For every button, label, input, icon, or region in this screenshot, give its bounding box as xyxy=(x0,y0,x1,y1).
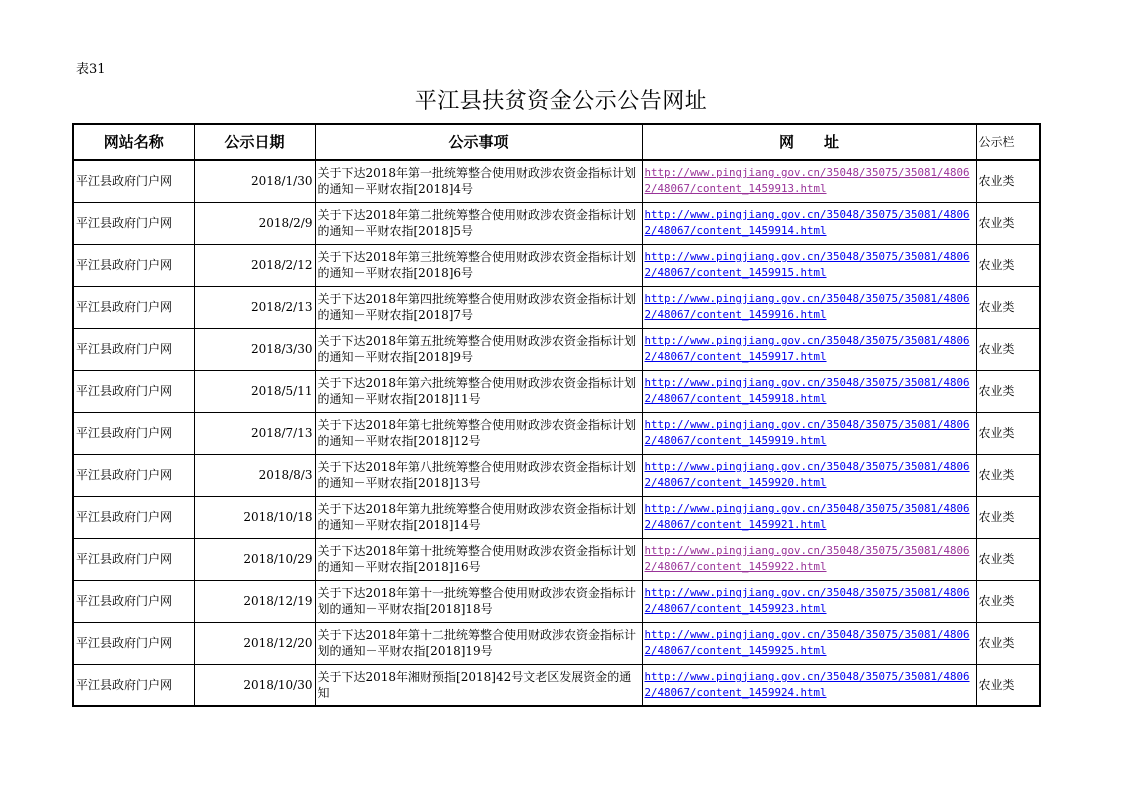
notice-url-cell xyxy=(642,580,976,622)
table-row xyxy=(73,286,1040,328)
site-name-cell: 平江县政府门户网 xyxy=(73,370,194,412)
notice-url-link[interactable]: http://www.pingjiang.gov.cn/35048/35075/35081/48062/48067/content_1459917.html xyxy=(644,334,970,363)
notice-url-link[interactable]: http://www.pingjiang.gov.cn/35048/35075/35081/48062/48067/content_1459922.html xyxy=(644,544,970,573)
table-row xyxy=(73,454,1040,496)
notice-url-cell xyxy=(642,538,976,580)
notice-date-cell: 2018/12/20 xyxy=(194,622,315,664)
notice-column-cell: 农业类 xyxy=(976,454,1040,496)
notice-subject-cell: 关于下达2018年湘财预指[2018]42号文老区发展资金的通知 xyxy=(315,664,642,706)
notice-url-link[interactable]: http://www.pingjiang.gov.cn/35048/35075/35081/48062/48067/content_1459919.html xyxy=(644,418,970,447)
notice-column-cell: 农业类 xyxy=(976,412,1040,454)
notice-subject-cell: 关于下达2018年第八批统筹整合使用财政涉农资金指标计划的通知－平财农指[2018]13号 xyxy=(315,454,642,496)
site-name-cell: 平江县政府门户网 xyxy=(73,244,194,286)
notice-subject-cell: 关于下达2018年第十二批统筹整合使用财政涉农资金指标计划的通知－平财农指[2018]19号 xyxy=(315,622,642,664)
site-name-cell: 平江县政府门户网 xyxy=(73,328,194,370)
notice-subject-cell: 关于下达2018年第四批统筹整合使用财政涉农资金指标计划的通知－平财农指[2018]7号 xyxy=(315,286,642,328)
table-row xyxy=(73,412,1040,454)
site-name-cell: 平江县政府门户网 xyxy=(73,580,194,622)
notice-date-cell: 2018/5/11 xyxy=(194,370,315,412)
notice-url-link[interactable]: http://www.pingjiang.gov.cn/35048/35075/35081/48062/48067/content_1459925.html xyxy=(644,628,970,657)
notice-date-cell: 2018/10/30 xyxy=(194,664,315,706)
notice-date-cell: 2018/10/29 xyxy=(194,538,315,580)
notice-subject-cell: 关于下达2018年第十批统筹整合使用财政涉农资金指标计划的通知－平财农指[2018]16号 xyxy=(315,538,642,580)
table-row xyxy=(73,160,1040,202)
notice-column-cell: 农业类 xyxy=(976,202,1040,244)
notice-column-cell: 农业类 xyxy=(976,664,1040,706)
notice-url-cell xyxy=(642,370,976,412)
notice-date-cell: 2018/12/19 xyxy=(194,580,315,622)
notice-subject-cell: 关于下达2018年第二批统筹整合使用财政涉农资金指标计划的通知－平财农指[2018]5号 xyxy=(315,202,642,244)
table-row xyxy=(73,370,1040,412)
notice-table xyxy=(72,123,1041,707)
notice-date-cell: 2018/2/13 xyxy=(194,286,315,328)
notice-column-cell: 农业类 xyxy=(976,580,1040,622)
header-row xyxy=(73,124,1040,160)
site-name-cell: 平江县政府门户网 xyxy=(73,622,194,664)
notice-url-cell xyxy=(642,202,976,244)
page-title: 平江县扶贫资金公示公告网址 xyxy=(414,89,708,114)
notice-url-link[interactable]: http://www.pingjiang.gov.cn/35048/35075/35081/48062/48067/content_1459916.html xyxy=(644,292,970,321)
table-row xyxy=(73,664,1040,706)
notice-subject-cell: 关于下达2018年第七批统筹整合使用财政涉农资金指标计划的通知－平财农指[2018]12号 xyxy=(315,412,642,454)
table-row xyxy=(73,538,1040,580)
notice-date-cell: 2018/7/13 xyxy=(194,412,315,454)
notice-url-cell xyxy=(642,160,976,202)
notice-date-cell: 2018/3/30 xyxy=(194,328,315,370)
header-url: 网 址 xyxy=(642,124,976,160)
notice-subject-cell: 关于下达2018年第十一批统筹整合使用财政涉农资金指标计划的通知－平财农指[2018]18号 xyxy=(315,580,642,622)
notice-date-cell: 2018/2/9 xyxy=(194,202,315,244)
notice-url-link[interactable]: http://www.pingjiang.gov.cn/35048/35075/35081/48062/48067/content_1459913.html xyxy=(644,166,970,196)
notice-url-cell xyxy=(642,622,976,664)
notice-column-cell: 农业类 xyxy=(976,286,1040,328)
notice-column-cell: 农业类 xyxy=(976,496,1040,538)
table-row xyxy=(73,496,1040,538)
notice-url-link[interactable]: http://www.pingjiang.gov.cn/35048/35075/35081/48062/48067/content_1459921.html xyxy=(644,502,970,531)
table-row xyxy=(73,202,1040,244)
site-name-cell: 平江县政府门户网 xyxy=(73,496,194,538)
table-row xyxy=(73,580,1040,622)
notice-url-cell xyxy=(642,664,976,706)
notice-url-link[interactable]: http://www.pingjiang.gov.cn/35048/35075/35081/48062/48067/content_1459918.html xyxy=(644,376,970,405)
notice-url-link[interactable]: http://www.pingjiang.gov.cn/35048/35075/35081/48062/48067/content_1459923.html xyxy=(644,586,970,615)
site-name-cell: 平江县政府门户网 xyxy=(73,454,194,496)
site-name-cell: 平江县政府门户网 xyxy=(73,664,194,706)
notice-url-cell xyxy=(642,328,976,370)
notice-url-link[interactable]: http://www.pingjiang.gov.cn/35048/35075/35081/48062/48067/content_1459915.html xyxy=(644,250,970,279)
notice-date-cell: 2018/1/30 xyxy=(194,160,315,202)
notice-url-cell xyxy=(642,496,976,538)
header-site: 网站名称 xyxy=(73,124,194,160)
notice-url-link[interactable]: http://www.pingjiang.gov.cn/35048/35075/35081/48062/48067/content_1459924.html xyxy=(644,669,970,699)
notice-date-cell: 2018/10/18 xyxy=(194,496,315,538)
notice-column-cell: 农业类 xyxy=(976,328,1040,370)
notice-date-cell: 2018/2/12 xyxy=(194,244,315,286)
site-name-cell: 平江县政府门户网 xyxy=(73,160,194,202)
header-date: 公示日期 xyxy=(194,124,315,160)
notice-url-cell xyxy=(642,286,976,328)
header-column: 公示栏 xyxy=(976,124,1040,160)
site-name-cell: 平江县政府门户网 xyxy=(73,412,194,454)
notice-subject-cell: 关于下达2018年第五批统筹整合使用财政涉农资金指标计划的通知－平财农指[2018]9号 xyxy=(315,328,642,370)
notice-url-cell xyxy=(642,454,976,496)
notice-subject-cell: 关于下达2018年第九批统筹整合使用财政涉农资金指标计划的通知－平财农指[2018]14号 xyxy=(315,496,642,538)
site-name-cell: 平江县政府门户网 xyxy=(73,538,194,580)
notice-subject-cell: 关于下达2018年第一批统筹整合使用财政涉农资金指标计划的通知－平财农指[2018]4号 xyxy=(315,160,642,202)
notice-url-cell xyxy=(642,244,976,286)
table-number: 表31 xyxy=(76,62,106,77)
notice-url-link[interactable]: http://www.pingjiang.gov.cn/35048/35075/35081/48062/48067/content_1459920.html xyxy=(644,460,970,489)
notice-url-cell xyxy=(642,412,976,454)
notice-subject-cell: 关于下达2018年第六批统筹整合使用财政涉农资金指标计划的通知－平财农指[2018]11号 xyxy=(315,370,642,412)
notice-column-cell: 农业类 xyxy=(976,370,1040,412)
header-subject: 公示事项 xyxy=(315,124,642,160)
table-row xyxy=(73,328,1040,370)
table-row xyxy=(73,622,1040,664)
table-row xyxy=(73,244,1040,286)
table-body xyxy=(73,160,1040,706)
site-name-cell: 平江县政府门户网 xyxy=(73,286,194,328)
notice-column-cell: 农业类 xyxy=(976,538,1040,580)
notice-date-cell: 2018/8/3 xyxy=(194,454,315,496)
notice-column-cell: 农业类 xyxy=(976,244,1040,286)
site-name-cell: 平江县政府门户网 xyxy=(73,202,194,244)
notice-url-link[interactable]: http://www.pingjiang.gov.cn/35048/35075/35081/48062/48067/content_1459914.html xyxy=(644,208,970,237)
notice-column-cell: 农业类 xyxy=(976,622,1040,664)
notice-column-cell: 农业类 xyxy=(976,160,1040,202)
notice-subject-cell: 关于下达2018年第三批统筹整合使用财政涉农资金指标计划的通知－平财农指[2018]6号 xyxy=(315,244,642,286)
